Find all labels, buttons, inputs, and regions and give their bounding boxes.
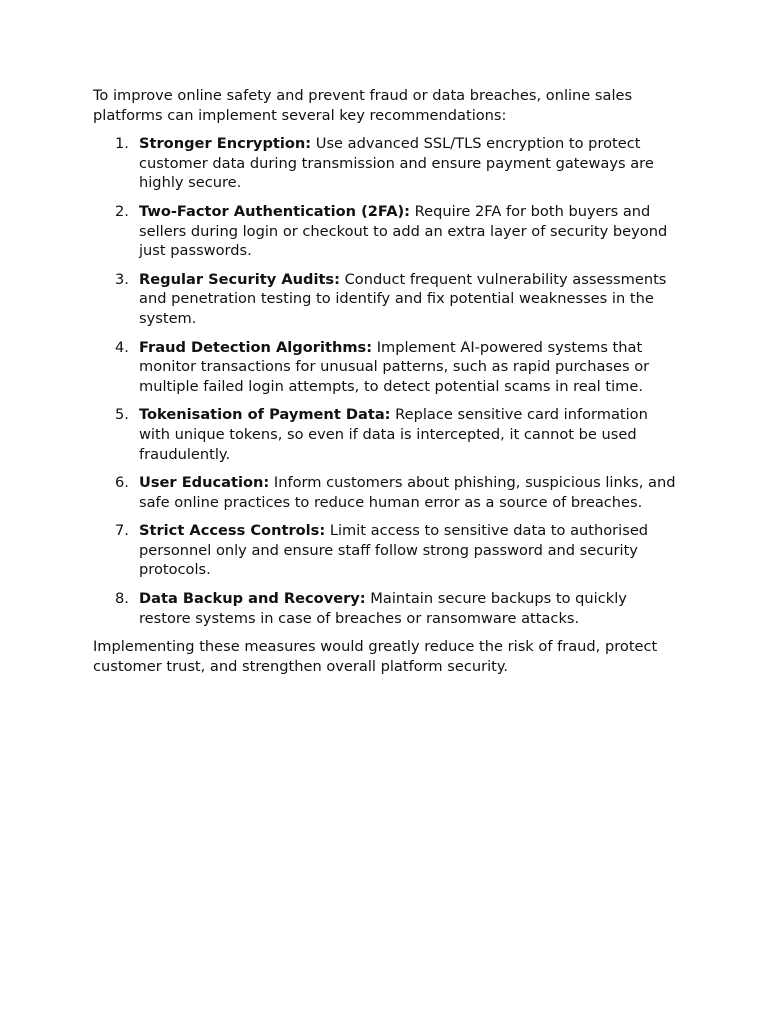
intro-paragraph: To improve online safety and prevent fraud or data breaches, online sales platforms can implement several key recommendations: (93, 87, 633, 124)
item-term: Regular Security Audits: (139, 270, 340, 288)
list-item (93, 338, 681, 397)
list-item (93, 473, 681, 512)
item-number: 8. (115, 590, 129, 608)
item-term: Stronger Encryption: (139, 135, 312, 153)
list-item (93, 405, 681, 464)
item-text: Implement AI-powered systems that monitor transactions for unusual patterns, such as rapid purchases or multiple failed login attempts, to detect potential scams in real time. (139, 338, 650, 395)
item-term: Tokenisation of Payment Data: (139, 406, 391, 424)
item-term: Fraud Detection Algorithms: (139, 338, 373, 356)
list-item (93, 521, 681, 580)
list-item (93, 134, 681, 193)
item-text: Use advanced SSL/TLS encryption to protect customer data during transmission and ensure payment gateways are highly secure. (139, 135, 654, 192)
item-term: Data Backup and Recovery: (139, 590, 366, 608)
item-text: Replace sensitive card information with unique tokens, so even if data is intercepted, it cannot be used fraudulently. (139, 406, 648, 463)
recommendations-list (93, 134, 681, 628)
item-number: 7. (115, 522, 129, 540)
conclusion-paragraph: Implementing these measures would greatly reduce the risk of fraud, protect customer trust, and strengthen overall platform security. (93, 638, 658, 675)
item-text: Require 2FA for both buyers and sellers during login or checkout to add an extra layer of security beyond just passwords. (139, 202, 668, 260)
item-number: 3. (115, 270, 129, 288)
item-number: 1. (115, 135, 129, 153)
item-text: Limit access to sensitive data to authorised personnel only and ensure staff follow strong password and security protocols. (139, 522, 649, 579)
item-term: Two-Factor Authentication (2FA): (139, 202, 411, 220)
item-term: Strict Access Controls: (139, 522, 326, 540)
item-text: Maintain secure backups to quickly restore systems in case of breaches or ransomware attacks. (139, 590, 627, 627)
item-text: Inform customers about phishing, suspicious links, and safe online practices to reduce human error as a source of breaches. (139, 474, 676, 511)
item-term: User Education: (139, 474, 270, 492)
list-item (93, 589, 681, 628)
item-number: 4. (115, 338, 129, 356)
list-item (93, 202, 681, 261)
item-number: 2. (115, 202, 129, 220)
item-text: Conduct frequent vulnerability assessments and penetration testing to identify and fix potential weaknesses in the system. (139, 270, 667, 327)
list-item (93, 270, 681, 329)
document-page (93, 86, 681, 676)
item-number: 5. (115, 406, 129, 424)
item-number: 6. (115, 474, 129, 492)
